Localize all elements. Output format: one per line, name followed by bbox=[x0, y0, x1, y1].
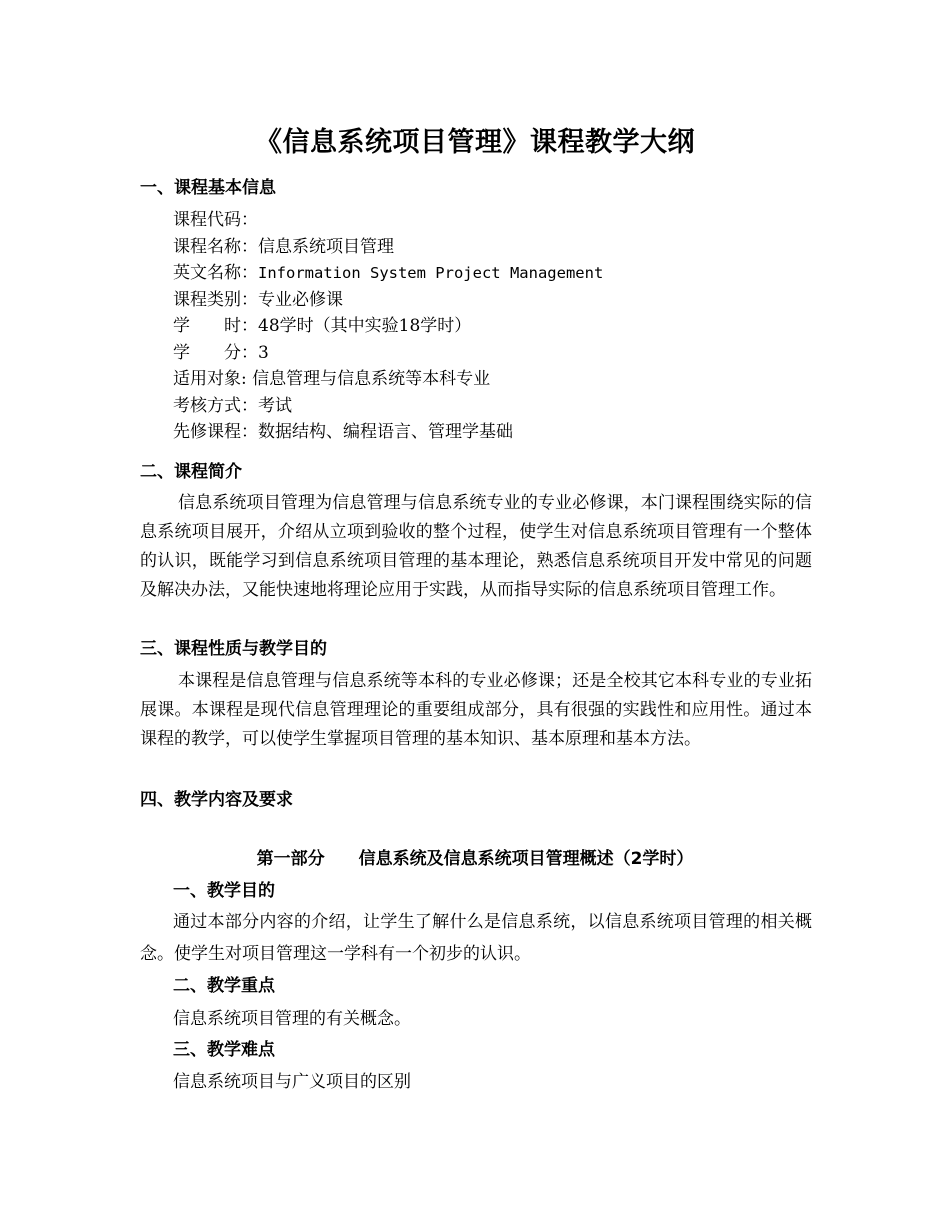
part-one-difficulties-text: 信息系统项目与广义项目的区别 bbox=[173, 1072, 411, 1092]
part-one-objectives-heading: 一、教学目的 bbox=[173, 881, 275, 901]
info-value: 考试 bbox=[258, 395, 292, 416]
info-value: 专业必修课 bbox=[258, 289, 343, 310]
section-heading-content: 四、教学内容及要求 bbox=[140, 790, 293, 810]
info-label: 课程代码： bbox=[173, 210, 258, 230]
info-value: 48学时（其中实验18学时） bbox=[258, 316, 472, 336]
info-label: 考核方式： bbox=[173, 395, 258, 416]
intro-paragraph: 信息系统项目管理为信息管理与信息系统专业的专业必修课，本门课程围绕实际的信息系统项目展开，介绍从立项到验收的整个过程，使学生对信息系统项目管理有一个整体的认识，既能学习到信息系统项目管理的基本理论，熟悉信息系统项目开发中常见的问题及解决办法，又能快速地将理论应用于实践，从而指导实际的信息系统项目管理工作。 bbox=[140, 493, 812, 600]
info-label: 学 分： bbox=[173, 342, 258, 363]
document-title: 《信息系统项目管理》课程教学大纲 bbox=[255, 127, 695, 158]
info-value: 数据结构、编程语言、管理学基础 bbox=[258, 422, 513, 442]
section-heading-intro: 二、课程简介 bbox=[140, 462, 242, 482]
info-label: 课程类别： bbox=[173, 289, 258, 310]
info-row-prerequisites bbox=[173, 419, 603, 446]
section-heading-basic-info: 一、课程基本信息 bbox=[140, 178, 276, 198]
part-one-objectives-text: 通过本部分内容的介绍，让学生了解什么是信息系统，以信息系统项目管理的相关概念。使学生对项目管理这一学科有一个初步的认识。 bbox=[140, 912, 812, 964]
part-one-difficulties-heading: 三、教学难点 bbox=[173, 1040, 275, 1060]
info-label: 适用对象: bbox=[173, 369, 253, 389]
info-label: 英文名称： bbox=[173, 263, 258, 283]
info-label: 课程名称： bbox=[173, 236, 258, 257]
info-row-hours bbox=[173, 313, 603, 340]
info-row-course-name bbox=[173, 234, 603, 261]
part-one-title: 第一部分 信息系统及信息系统项目管理概述（2学时） bbox=[256, 849, 694, 869]
info-row-credits bbox=[173, 340, 603, 367]
info-value: Information System Project Management bbox=[258, 264, 604, 282]
basic-info-list bbox=[173, 207, 603, 446]
info-value: 信息管理与信息系统等本科专业 bbox=[252, 369, 491, 389]
info-value: 3 bbox=[258, 342, 269, 363]
nature-paragraph: 本课程是信息管理与信息系统等本科的专业必修课；还是全校其它本科专业的专业拓展课。本课程是现代信息管理理论的重要组成部分，具有很强的实践性和应用性。通过本课程的教学，可以使学生掌握项目管理的基本知识、基本原理和基本方法。 bbox=[140, 671, 812, 749]
info-label: 学 时： bbox=[173, 316, 258, 336]
info-row-assessment bbox=[173, 393, 603, 420]
part-one-key-points-heading: 二、教学重点 bbox=[173, 976, 275, 996]
part-one-key-points-text: 信息系统项目管理的有关概念。 bbox=[173, 1009, 411, 1029]
info-value: 信息系统项目管理 bbox=[258, 236, 394, 257]
info-row-course-category bbox=[173, 287, 603, 314]
info-row-english-name bbox=[173, 260, 603, 287]
info-row-target-students bbox=[173, 366, 603, 393]
info-row-course-code bbox=[173, 207, 603, 234]
section-heading-nature: 三、课程性质与教学目的 bbox=[140, 639, 327, 659]
info-label: 先修课程： bbox=[173, 422, 258, 442]
